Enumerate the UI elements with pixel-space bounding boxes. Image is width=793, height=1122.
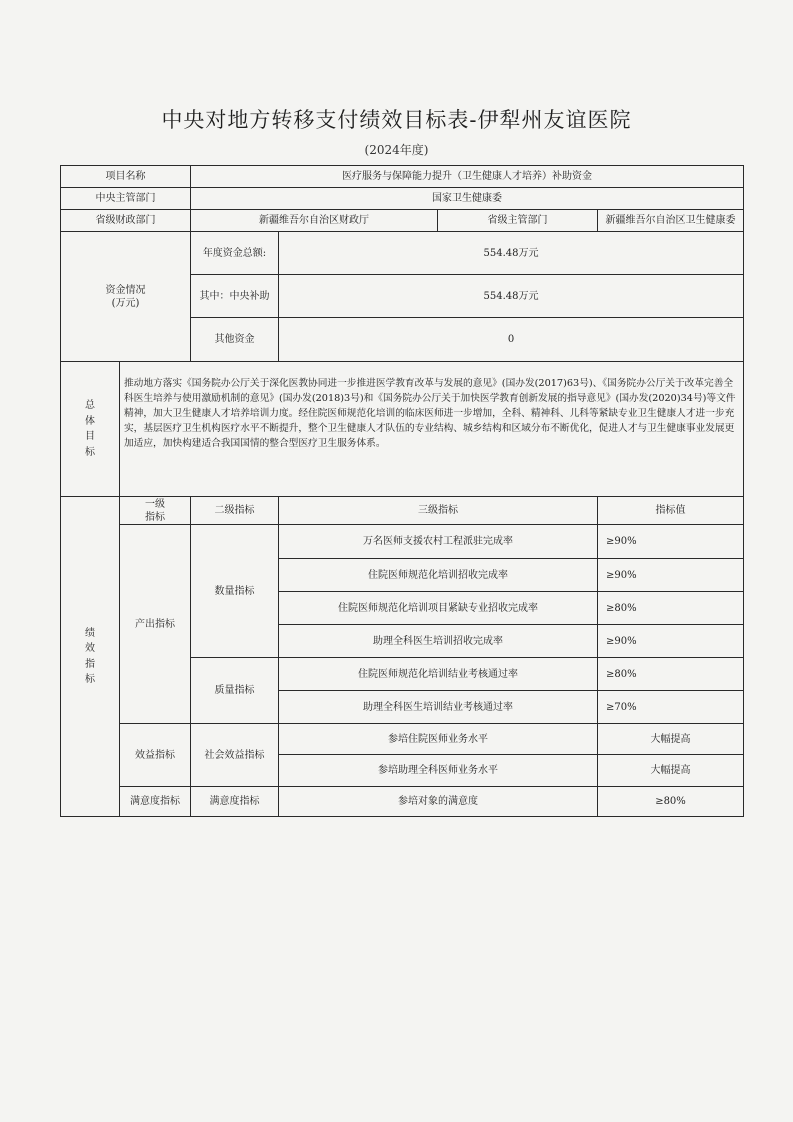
satisfaction-label: 满意度指标 bbox=[120, 787, 191, 817]
indicator-value: ≥80% bbox=[598, 787, 744, 817]
funds-total-value: 554.48万元 bbox=[279, 232, 744, 275]
central-dept-label: 中央主管部门 bbox=[61, 188, 191, 210]
header-level3: 三级指标 bbox=[279, 497, 598, 525]
header-level1 bbox=[120, 497, 191, 525]
indicator-row bbox=[61, 724, 744, 755]
goal-text: 推动地方落实《国务院办公厅关于深化医教协同进一步推进医学教育改革与发展的意见》(国办发(2017)63号)、《国务院办公厅关于改革完善全科医生培养与使用激励机制的意见》(国办发(2018)3号)和《国务院办公厅关于加快医学教育创新发展的指导意见》(国办发(2020)34号)等文件精神，加大卫生健康人才培养培训力度。经住院医师规范化培训的临床医师进一步增加，全科、精神科、儿科等紧缺专业卫生健康人才进一步充实，基层医疗卫生机构医疗水平不断提升，整个卫生健康人才队伍的专业结构、城乡结构和区域分布不断优化，促进人才与卫生健康事业发展更加适应，加快构建适合我国国情的整合型医疗卫生服务体系。 bbox=[120, 362, 744, 497]
provincial-dept-value: 新疆维吾尔自治区卫生健康委 bbox=[598, 210, 744, 232]
header-value: 指标值 bbox=[598, 497, 744, 525]
indicator-value: ≥90% bbox=[598, 559, 744, 592]
benefit-label: 效益指标 bbox=[120, 724, 191, 787]
header-level1-text: 一级指标 bbox=[145, 498, 165, 523]
indicator-name: 万名医师支援农村工程派驻完成率 bbox=[279, 525, 598, 559]
indicator-value: ≥90% bbox=[598, 525, 744, 559]
central-dept-value: 国家卫生健康委 bbox=[191, 188, 744, 210]
indicator-value: ≥90% bbox=[598, 625, 744, 658]
provincial-row bbox=[61, 210, 744, 232]
indicator-row bbox=[61, 787, 744, 817]
indicator-name: 住院医师规范化培训结业考核通过率 bbox=[279, 658, 598, 691]
provincial-finance-value: 新疆维吾尔自治区财政厅 bbox=[191, 210, 438, 232]
indicator-value: ≥80% bbox=[598, 658, 744, 691]
indicator-value: ≥70% bbox=[598, 691, 744, 724]
indicator-name: 参培助理全科医师业务水平 bbox=[279, 755, 598, 787]
funds-other-value: 0 bbox=[279, 318, 744, 362]
indicator-name: 助理全科医生培训结业考核通过率 bbox=[279, 691, 598, 724]
project-value: 医疗服务与保障能力提升（卫生健康人才培养）补助资金 bbox=[191, 166, 744, 188]
output-label: 产出指标 bbox=[120, 525, 191, 724]
indicators-header-row bbox=[61, 497, 744, 525]
goal-row bbox=[61, 362, 744, 497]
quantity-label: 数量指标 bbox=[191, 525, 279, 658]
funds-unit: (万元) bbox=[111, 297, 140, 309]
indicator-value: 大幅提高 bbox=[598, 724, 744, 755]
funds-central-value: 554.48万元 bbox=[279, 275, 744, 318]
goal-label bbox=[61, 362, 120, 497]
performance-target-table bbox=[60, 165, 744, 817]
funds-label: 资金情况 bbox=[105, 284, 146, 296]
indicators-label bbox=[61, 497, 120, 817]
funds-central-label: 其中：中央补助 bbox=[191, 275, 279, 318]
indicator-name: 参培对象的满意度 bbox=[279, 787, 598, 817]
project-row bbox=[61, 166, 744, 188]
indicator-value: ≥80% bbox=[598, 592, 744, 625]
indicator-name: 住院医师规范化培训项目紧缺专业招收完成率 bbox=[279, 592, 598, 625]
quality-label: 质量指标 bbox=[191, 658, 279, 724]
central-dept-row bbox=[61, 188, 744, 210]
funds-total-label: 年度资金总额: bbox=[191, 232, 279, 275]
funds-label-cell bbox=[61, 232, 191, 362]
indicator-name: 住院医师规范化培训招收完成率 bbox=[279, 559, 598, 592]
page-title: 中央对地方转移支付绩效目标表-伊犁州友谊医院 bbox=[161, 108, 632, 132]
indicator-row bbox=[61, 525, 744, 559]
social-benefit-label: 社会效益指标 bbox=[191, 724, 279, 787]
page-subtitle: (2024年度) bbox=[364, 143, 429, 157]
provincial-finance-label: 省级财政部门 bbox=[61, 210, 191, 232]
project-label: 项目名称 bbox=[61, 166, 191, 188]
indicator-value: 大幅提高 bbox=[598, 755, 744, 787]
goal-label-text: 总体目标 bbox=[85, 400, 95, 458]
indicator-name: 参培住院医师业务水平 bbox=[279, 724, 598, 755]
provincial-dept-label: 省级主管部门 bbox=[438, 210, 598, 232]
header-level2: 二级指标 bbox=[191, 497, 279, 525]
funds-row-total bbox=[61, 232, 744, 275]
satisfaction-sub-label: 满意度指标 bbox=[191, 787, 279, 817]
indicators-label-text: 绩效指标 bbox=[85, 627, 95, 685]
funds-other-label: 其他资金 bbox=[191, 318, 279, 362]
indicator-name: 助理全科医生培训招收完成率 bbox=[279, 625, 598, 658]
